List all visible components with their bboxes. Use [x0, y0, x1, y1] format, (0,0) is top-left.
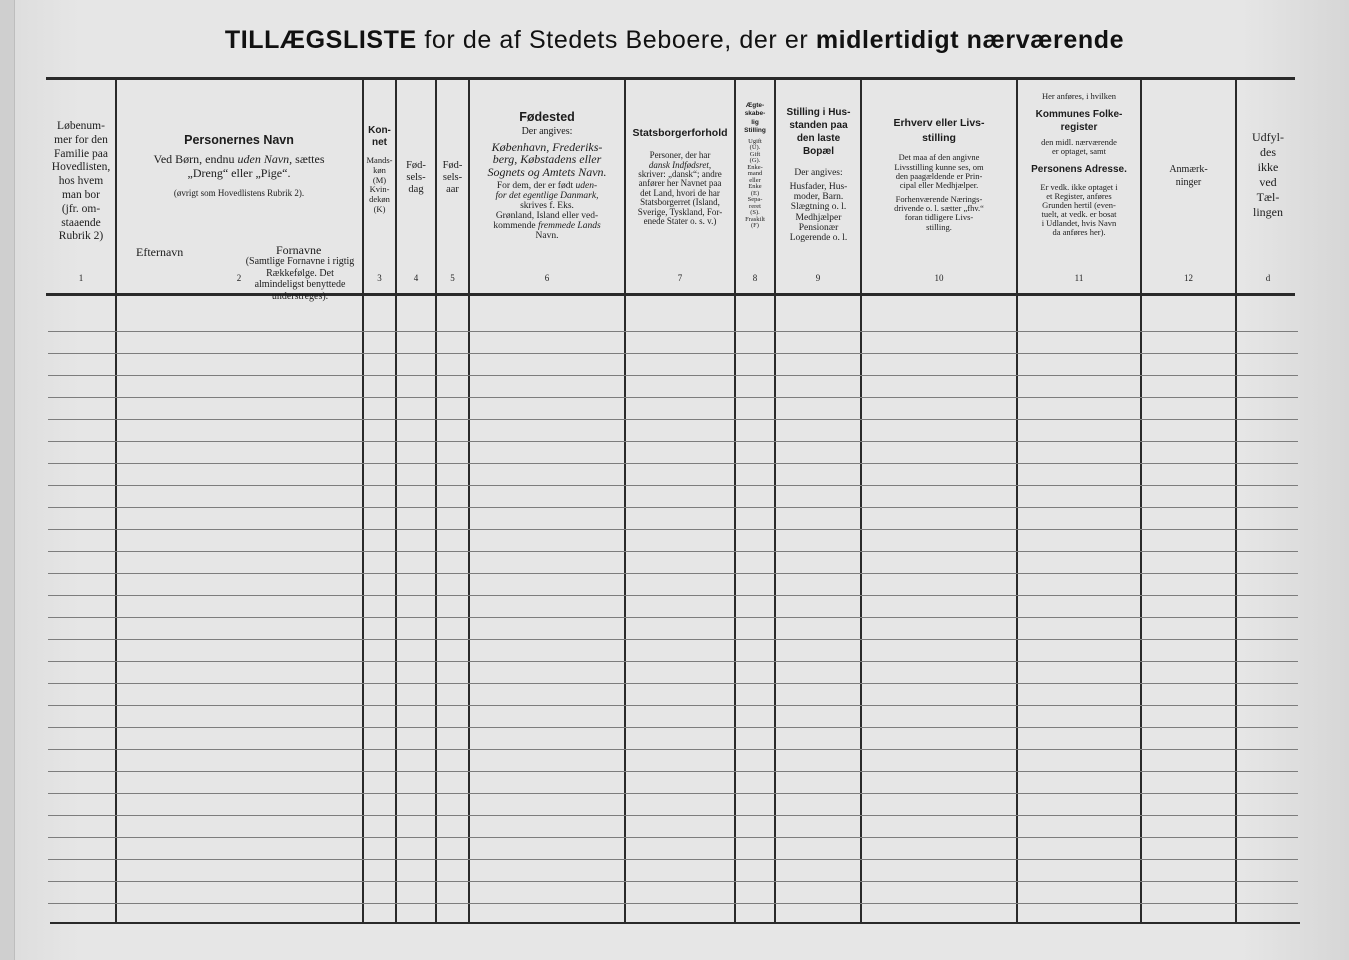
col8-heading: Ægte- skabe- lig Stilling: [744, 102, 766, 135]
col7-number: 7: [677, 273, 683, 283]
col10-number: 10: [934, 273, 944, 283]
col3-number: 3: [377, 273, 382, 283]
row-line: [48, 881, 1298, 882]
col9-header: [777, 106, 860, 243]
row-line: [48, 551, 1298, 552]
row-line: [48, 727, 1298, 728]
col4-header: Fød- sels- dag: [406, 160, 426, 196]
row-line: [48, 749, 1298, 750]
title-middle: for de af Stedets Beboere, der er: [416, 26, 816, 54]
title-end: midlertidigt nærværende: [815, 26, 1125, 54]
col2-number: 2: [236, 273, 242, 283]
page-edge: [0, 0, 15, 960]
col10-header: [864, 116, 1014, 232]
col11-top: Her anføres, i hvilken: [1041, 91, 1117, 101]
col9-text: Husfader, Hus- moder, Barn. Slægtning o. l. Medhjælper Pensionær Logerende o. l.: [789, 181, 848, 244]
row-line: [48, 617, 1298, 618]
col10-heading: Erhverv eller Livs- stilling: [893, 117, 985, 144]
divider-col3: [395, 80, 397, 922]
table-bottom-rule: [50, 922, 1300, 924]
divider-col9: [860, 80, 862, 922]
col3-heading: Kon- net: [368, 125, 391, 148]
row-line: [48, 529, 1298, 530]
col6-foreign-d: fremmede Lands: [537, 220, 601, 231]
col7-text-b: dansk Indfødsret,: [648, 159, 712, 170]
col9-heading: Stilling i Hus- standen paa den laste Bopæl: [786, 107, 851, 157]
form-title: [40, 26, 1309, 55]
row-line: [48, 507, 1298, 508]
col11-header: [1019, 92, 1139, 238]
divider-col8: [774, 80, 776, 922]
row-line: [48, 771, 1298, 772]
col3-header: [364, 125, 395, 215]
col2-header: [120, 133, 358, 198]
col12-number: 12: [1184, 273, 1193, 283]
divider-col1: [115, 80, 117, 922]
col2-surname-label: Efternavn: [136, 245, 184, 259]
col1-header: Løbenum- mer for den Familie paa Hovedlisten, hos hvem man bor (jfr. om- staaende Rubrik 2): [51, 120, 111, 243]
col11-heading: Kommunes Folke- register: [1035, 108, 1123, 134]
col6-foreign-c: skrives f. Eks. Grønland, Island eller ved- kommende: [493, 200, 599, 231]
row-line: [48, 661, 1298, 662]
col2-heading: Personernes Navn: [184, 133, 294, 147]
col3-text: Mands- køn (M) Kvin- dekøn (K): [366, 155, 393, 214]
col2-firstnames-label: Fornavne: [276, 243, 322, 257]
col5-header: Fød- sels- aar: [442, 160, 463, 196]
row-line: [48, 441, 1298, 442]
col10-text1: Det maa af den angivne Livsstilling kunne ses, om den paagældende er Prin- cipal eller Medhjælper.: [894, 152, 984, 190]
row-line: [48, 815, 1298, 816]
row-line: [48, 639, 1298, 640]
header-bottom-rule: [46, 293, 1295, 296]
col6-foreign: [472, 182, 622, 242]
col6-foreign-b: uden- for det egentlige Danmark,: [495, 180, 599, 201]
col1-number: 1: [78, 273, 84, 283]
col6-header: [472, 110, 622, 241]
col11-text2: Er vedk. ikke optaget i et Register, anføres Grunden hertil (even- tuelt, at vedk. er bosat i Udlandet, hvis Navn da anføres her).: [1040, 181, 1118, 238]
divider-col5: [468, 80, 470, 922]
col6-foreign-e: Navn.: [535, 230, 559, 241]
row-line: [48, 595, 1298, 596]
col7-text-a: Personer, der har: [649, 150, 711, 161]
col8-text: Ugift (U). Gift (G). Enke- mand eller Enke (E) Sepa- reret (S). Fraskilt (F): [745, 137, 765, 230]
col11-number: 11: [1074, 273, 1084, 283]
row-line: [48, 683, 1298, 684]
col2-note: (øvrigt som Hovedlistens Rubrik 2).: [173, 187, 305, 198]
row-line: [48, 837, 1298, 838]
row-line: [48, 397, 1298, 398]
col2-line1c: sættes: [292, 152, 325, 167]
col6-number: 6: [544, 273, 550, 283]
col6-foreign-a: For dem, der er født: [496, 180, 576, 191]
col10-text2: Forhenværende Nærings- drivende o. l. sætter „fhv.“ foran tidligere Livs- stilling.: [894, 194, 984, 232]
col9-sub: Der angives:: [794, 168, 843, 178]
divider-col11: [1140, 80, 1142, 922]
col7-heading: Statsborgerforhold: [632, 127, 728, 139]
col13-number: d: [1265, 273, 1271, 283]
row-line: [48, 573, 1298, 574]
col8-number: 8: [752, 273, 758, 283]
divider-col4: [435, 80, 437, 922]
col9-number: 9: [815, 273, 821, 283]
divider-col12: [1235, 80, 1237, 922]
row-line: [48, 793, 1298, 794]
col7-text-c: skriver: „dansk“; andre anfører her Navnet paa det Land, hvori de har Statsborgerret (Island, Sverige, Tyskland, For- enede Stater o. s. v.): [637, 168, 723, 227]
col8-header: [736, 102, 774, 230]
row-line: [48, 859, 1298, 860]
row-line: [48, 705, 1298, 706]
col13-header: Udfyl- des ikke ved Tæl- lingen: [1252, 130, 1284, 219]
title-main: TILLÆGSLISTE: [224, 26, 417, 54]
col6-heading: Fødested: [519, 110, 575, 124]
col2-line1b: uden Navn,: [237, 152, 293, 167]
row-line: [48, 331, 1298, 332]
col12-header: Anmærk- ninger: [1169, 164, 1208, 188]
row-line: [48, 463, 1298, 464]
col2-line2: „Dreng“ eller „Pige“.: [187, 166, 291, 181]
col11-heading2: Personens Adresse.: [1031, 164, 1127, 176]
col6-cities: København, Frederiks- berg, Købstadens eller Sognets og Amtets Navn.: [487, 139, 607, 180]
row-line: [48, 353, 1298, 354]
col11-text1: den midl. nærværende er optaget, samt: [1041, 136, 1117, 156]
col4-number: 4: [413, 273, 419, 283]
col6-sub: Der angives:: [521, 126, 573, 138]
row-line: [48, 485, 1298, 486]
col2-line1: [120, 153, 358, 167]
col7-header: [626, 127, 734, 227]
row-line: [48, 903, 1298, 904]
divider-col10: [1016, 80, 1018, 922]
header-top-rule: [46, 77, 1295, 80]
col2-firstnames-note: (Samtlige Fornavne i rigtig Rækkefølge. Det almindeligst benyttede understreges).: [245, 256, 355, 302]
col5-number: 5: [450, 273, 455, 283]
col2-line1a: Ved Børn, endnu: [153, 152, 238, 167]
row-line: [48, 375, 1298, 376]
row-line: [48, 419, 1298, 420]
col7-text: [626, 151, 734, 227]
